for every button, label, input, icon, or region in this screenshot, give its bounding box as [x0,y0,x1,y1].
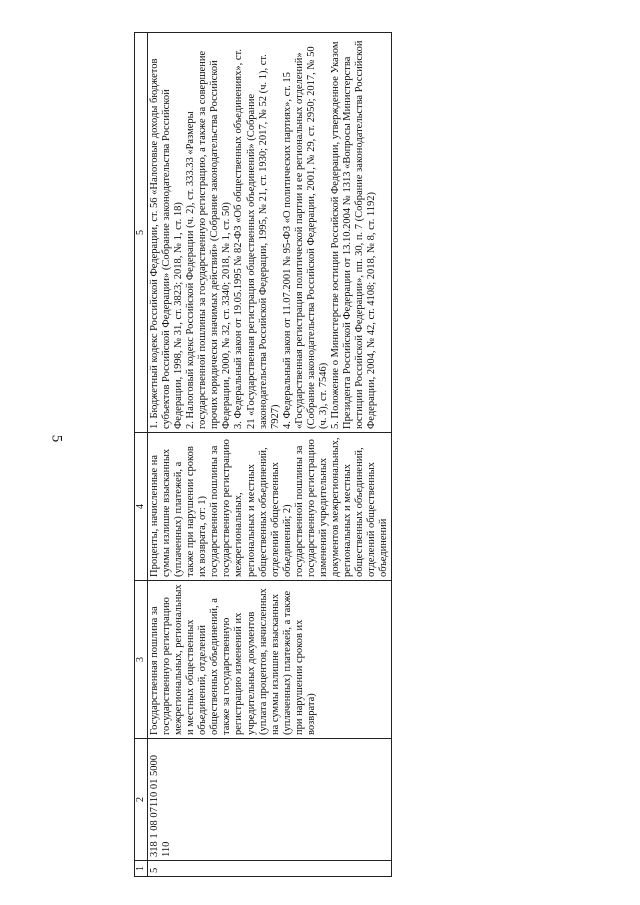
header-col-2: 2 [135,739,148,861]
law-item-4: 4. Федеральный закон от 11.07.2001 № 95-ФЗ «О политических партиях», ст. 15 «Государственная регистрация политической партии и ее региональных отделений» (Собрание законодательства Российской Федерации, 2001, № 29, ст. 2950; 2017, № 50 (ч. 3), ст. 7546) [281,46,329,429]
rotated-table-wrapper [134,32,390,877]
law-item-2: 2. Налоговый кодекс Российской Федерации (ч. 2), ст. 333.33 «Размеры государственной пошлины за государственную регистрацию, а также за совершение прочих юридически значимых действий» (Собрание законодательства Российской Федерации, 2000, № 32, ст. 3340; 2018, № 1, ст. 50) [185,50,233,429]
row-number-cell: 5 [148,861,392,877]
description-cell: Проценты, начисленные на суммы излишне взысканных (уплаченных) платежей, а также при нарушении сроков их возврата, от: 1) государственной пошлины за государственную регистрацию межрегиональных, региональных и местных общественных объединений, отделений общественных объединений; 2) государственной пошлины за государственную регистрацию изменений учредительных документов межрегиональных, региональных и местных общественных объединений, отделений общественных объединений [148,433,392,581]
revenue-name-cell: Государственная пошлина за государственную регистрацию межрегиональных, региональных и местных общественных объединений, отделений общественных объединений, а также за государственную регистрацию изменений их учредительных документов (уплата процентов, начисленных на суммы излишне взысканных (уплаченных) платежей, а также при нарушении сроков их возврата) [148,581,392,739]
legal-basis-cell [148,33,392,433]
page-number: 5 [48,434,65,443]
fee-table [134,32,392,877]
header-col-1: 1 [135,861,148,877]
law-item-1: 1. Бюджетный кодекс Российской Федерации, ст. 56 «Налоговые доходы бюджетов субъектов Российской Федерации» (Собрание законодательства Российской Федерации, 1998, № 31, ст. 3823; 2018, № 1, ст. 18) [149,58,185,429]
budget-code-cell: 318 1 08 07110 01 5000 110 [148,739,392,861]
law-item-5: 5. Положение о Министерстве юстиции Российской Федерации, утвержденное Указом Президента Российской Федерации от 13.10.2004 № 1313 «Вопросы Министерства юстиции Российской Федерации», пп. 30, п. 7 (Собрание законодательства Российской Федерации, 2004, № 42, ст. 4108; 2018, № 8, ст. 1192) [329,40,378,429]
header-col-3: 3 [135,581,148,739]
header-row [135,33,148,877]
header-col-4: 4 [135,433,148,581]
table-row [148,33,392,877]
law-item-3: 3. Федеральный закон от 19.05.1995 № 82-ФЗ «Об общественных объединениях», ст. 21 «Государственная регистрация общественных объединений» (Собрание законодательства Российской Федерации, 1995, № 21, ст. 1930; 2017, № 52 (ч. 1), ст. 7927) [233,49,281,429]
header-col-5: 5 [135,33,148,433]
